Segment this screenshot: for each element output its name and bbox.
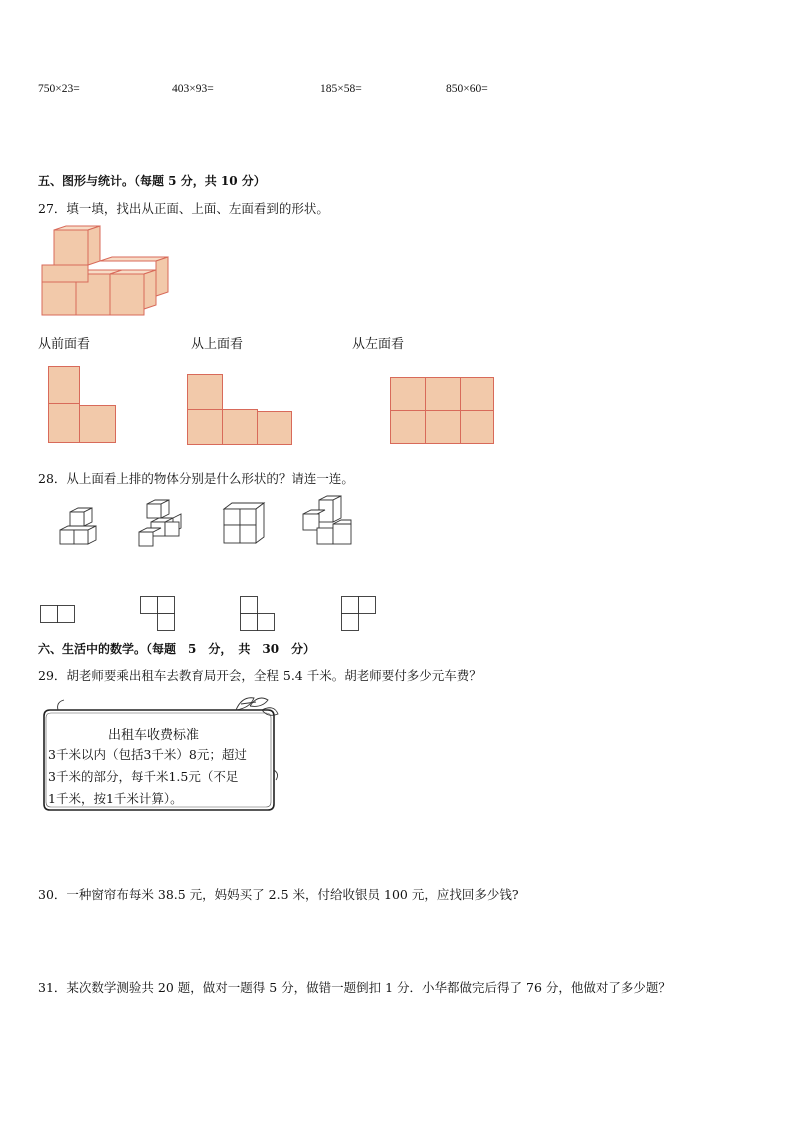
- q28-shape-a: [40, 605, 76, 625]
- calc-item-1: 750×23=: [38, 83, 80, 95]
- calc-item-2: 403×93=: [172, 83, 214, 95]
- q28-shape-c: [240, 596, 276, 632]
- section5-heading: 五、图形与统计。（每题 5 分，共 10 分）: [38, 174, 266, 188]
- top-view-shape: [187, 374, 295, 446]
- q27-cube-figure: [40, 226, 175, 321]
- q28-object-4: [301, 494, 353, 548]
- left-view-shape: [390, 377, 496, 445]
- q28-object-3: [222, 501, 270, 547]
- q31-text: 31．某次数学测验共 20 题，做对一题得 5 分，做错一题倒扣 1 分．小华都做完后得了 76 分，他做对了多少题？: [38, 980, 671, 995]
- section6-heading: 六、生活中的数学。（每题 5 分， 共 30 分）: [38, 642, 316, 656]
- view-label-left: 从左面看: [352, 337, 405, 352]
- q28-text: 28．从上面看上排的物体分别是什么形状的？请连一连。: [38, 471, 354, 486]
- view-label-top: 从上面看: [191, 337, 244, 352]
- calc-item-3: 185×58=: [320, 83, 362, 95]
- q29-text: 29．胡老师要乘出租车去教育局开会，全程 5.4 千米。胡老师要付多少元车费？: [38, 668, 482, 683]
- q28-object-1: [58, 508, 104, 548]
- taxi-card-line-2: 3千米的部分，每千米1.5元（不足: [48, 769, 239, 784]
- taxi-card-line-1: 3千米以内（包括3千米）8元；超过: [48, 747, 247, 762]
- view-label-front: 从前面看: [38, 337, 91, 352]
- taxi-card-title: 出租车收费标准: [108, 728, 200, 743]
- calc-item-4: 850×60=: [446, 83, 488, 95]
- q28-shape-d: [341, 596, 377, 632]
- q27-text: 27．填一填，找出从正面、上面、左面看到的形状。: [38, 201, 329, 216]
- q30-text: 30．一种窗帘布每米 38.5 元，妈妈买了 2.5 米，付给收银员 100 元，应找回多少钱?: [38, 887, 519, 902]
- taxi-card-line-3: 1千米，按1千米计算）。: [48, 791, 183, 806]
- q28-object-2: [137, 498, 187, 550]
- q28-shape-b: [140, 596, 176, 632]
- front-view-shape: [48, 366, 118, 444]
